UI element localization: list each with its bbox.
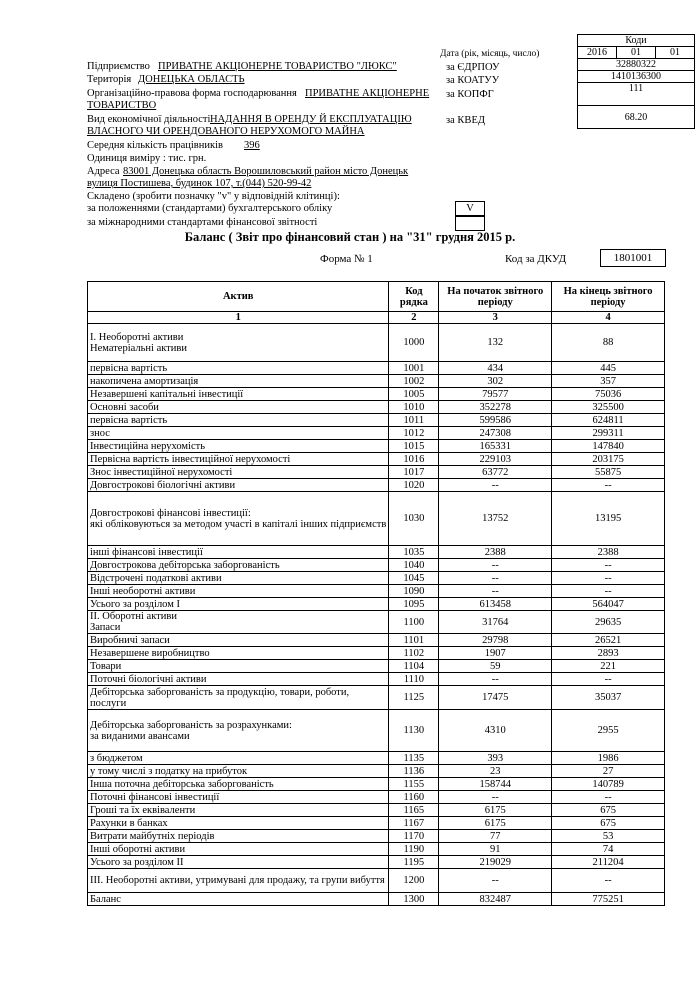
row-label: інші фінансові інвестиції (88, 546, 389, 559)
row-code: 1130 (389, 710, 439, 752)
row-label: Рахунки в банках (88, 817, 389, 830)
row-start-value: -- (439, 572, 552, 585)
row-start-value: 247308 (439, 427, 552, 440)
legal-form-value-2: ТОВАРИСТВО (87, 100, 157, 111)
row-label: у тому числі з податку на прибуток (88, 765, 389, 778)
row-code: 1015 (389, 440, 439, 453)
row-start-value: 17475 (439, 686, 552, 710)
standards-international-checkbox[interactable] (455, 215, 485, 231)
row-end-value: 325500 (552, 401, 665, 414)
codes-box (548, 34, 695, 129)
row-code: 1035 (389, 546, 439, 559)
row-code: 1030 (389, 492, 439, 546)
row-start-value: 79577 (439, 388, 552, 401)
row-end-value: 675 (552, 804, 665, 817)
row-start-value: 393 (439, 752, 552, 765)
date-label: Дата (рік, місяць, число) (440, 49, 540, 59)
row-label: Інша поточна дебіторська заборгованість (88, 778, 389, 791)
row-end-value: 357 (552, 375, 665, 388)
row-start-value: 158744 (439, 778, 552, 791)
territory-value: ДОНЕЦЬКА ОБЛАСТЬ (138, 74, 245, 85)
row-start-value: 91 (439, 843, 552, 856)
row-end-value: 55875 (552, 466, 665, 479)
table-row (88, 427, 665, 440)
row-code: 1136 (389, 765, 439, 778)
row-end-value: -- (552, 559, 665, 572)
row-label: Дебіторська заборгованість за продукцію, товари, роботи, послуги (88, 686, 389, 710)
row-label: Товари (88, 660, 389, 673)
row-code: 1090 (389, 585, 439, 598)
table-row (88, 453, 665, 466)
col-header-code: Код рядка (389, 282, 439, 312)
date-month: 01 (617, 47, 656, 59)
row-code: 1125 (389, 686, 439, 710)
table-row (88, 440, 665, 453)
row-start-value: -- (439, 791, 552, 804)
row-end-value: 74 (552, 843, 665, 856)
koatuu-label: за КОАТУУ (446, 75, 500, 86)
kved-label: за КВЕД (446, 115, 486, 126)
row-start-value: -- (439, 869, 552, 893)
row-start-value: 31764 (439, 611, 552, 634)
row-end-value: 2893 (552, 647, 665, 660)
row-label: Довгострокова дебіторська заборгованість (88, 559, 389, 572)
page-title: Баланс ( Звіт про фінансовий стан ) на "31" грудня 2015 р. (184, 230, 516, 244)
row-end-value: 203175 (552, 453, 665, 466)
table-row (88, 466, 665, 479)
row-end-value: 88 (552, 324, 665, 362)
row-code: 1095 (389, 598, 439, 611)
row-start-value: 77 (439, 830, 552, 843)
row-end-value: 221 (552, 660, 665, 673)
row-start-value: 6175 (439, 817, 552, 830)
row-start-value: 165331 (439, 440, 552, 453)
row-start-value: 23 (439, 765, 552, 778)
row-end-value: 564047 (552, 598, 665, 611)
address-value-2: вулиця Постишева, будинок 107, т.(044) 520-99-42 (87, 178, 312, 189)
row-start-value: 229103 (439, 453, 552, 466)
row-end-value: 26521 (552, 634, 665, 647)
table-row (88, 804, 665, 817)
row-label: Гроші та їх еквіваленти (88, 804, 389, 817)
table-row (88, 414, 665, 427)
table-row (88, 673, 665, 686)
row-start-value: 2388 (439, 546, 552, 559)
row-end-value: 1986 (552, 752, 665, 765)
row-label: Баланс (88, 893, 389, 906)
row-label: Усього за розділом I (88, 598, 389, 611)
row-code: 1135 (389, 752, 439, 765)
compiled-label: Складено (зробити позначку "v" у відповідній клітинці): (87, 191, 340, 202)
row-code: 1010 (389, 401, 439, 414)
row-end-value: 675 (552, 817, 665, 830)
table-row (88, 598, 665, 611)
col-number-4: 4 (552, 312, 665, 324)
row-code: 1167 (389, 817, 439, 830)
table-row (88, 710, 665, 752)
row-end-value: -- (552, 869, 665, 893)
table-row (88, 686, 665, 710)
address-value: 83001 Донецька область Ворошиловський район місто Донецьк (123, 166, 409, 177)
row-label: Первісна вартість інвестиційної нерухомості (88, 453, 389, 466)
row-end-value: 35037 (552, 686, 665, 710)
row-code: 1000 (389, 324, 439, 362)
edrpou-label: за ЄДРПОУ (446, 62, 500, 73)
table-row (88, 634, 665, 647)
row-code: 1195 (389, 856, 439, 869)
table-row (88, 752, 665, 765)
employees-label: Середня кількість працівників (87, 140, 223, 151)
table-row (88, 611, 665, 634)
row-start-value: 4310 (439, 710, 552, 752)
row-start-value: 1907 (439, 647, 552, 660)
row-label: Поточні біологічні активи (88, 673, 389, 686)
row-start-value: -- (439, 585, 552, 598)
row-start-value: 434 (439, 362, 552, 375)
territory-label: Територія (87, 74, 132, 85)
col-number-1: 1 (88, 312, 389, 324)
row-label: Витрати майбутніх періодів (88, 830, 389, 843)
row-code: 1190 (389, 843, 439, 856)
koatuu-code: 1410136300 (578, 71, 695, 83)
row-end-value: -- (552, 585, 665, 598)
row-code: 1155 (389, 778, 439, 791)
row-label: з бюджетом (88, 752, 389, 765)
row-code: 1165 (389, 804, 439, 817)
table-row (88, 817, 665, 830)
row-start-value: 29798 (439, 634, 552, 647)
kopfg-code: 111 (578, 83, 695, 106)
row-start-value: 599586 (439, 414, 552, 427)
row-code: 1045 (389, 572, 439, 585)
legal-form-label: Організаційно-правова форма господарювання (87, 88, 297, 99)
row-start-value: -- (439, 479, 552, 492)
row-end-value: 147840 (552, 440, 665, 453)
row-end-value: 624811 (552, 414, 665, 427)
row-label: Основні засоби (88, 401, 389, 414)
table-row (88, 778, 665, 791)
legal-form-value: ПРИВАТНЕ АКЦІОНЕРНЕ (305, 88, 430, 99)
dkud-value: 1801001 (600, 249, 666, 267)
row-code: 1001 (389, 362, 439, 375)
table-row (88, 401, 665, 414)
row-label: знос (88, 427, 389, 440)
row-code: 1020 (389, 479, 439, 492)
row-label: Інші оборотні активи (88, 843, 389, 856)
row-code: 1016 (389, 453, 439, 466)
table-row (88, 869, 665, 893)
row-end-value: -- (552, 572, 665, 585)
row-start-value: 13752 (439, 492, 552, 546)
row-label: Знос інвестиційної нерухомості (88, 466, 389, 479)
row-code: 1005 (389, 388, 439, 401)
row-code: 1012 (389, 427, 439, 440)
dkud-label: Код за ДКУД (505, 253, 567, 265)
row-label: Виробничі запаси (88, 634, 389, 647)
col-number-2: 2 (389, 312, 439, 324)
unit-label: Одиниця виміру : тис. грн. (87, 153, 207, 164)
activity-value-2: ВЛАСНОГО ЧИ ОРЕНДОВАНОГО НЕРУХОМОГО МАЙНА (87, 126, 365, 137)
table-row (88, 572, 665, 585)
row-label: Дебіторська заборгованість за розрахунками: за виданими авансами (88, 710, 389, 752)
row-label: Поточні фінансові інвестиції (88, 791, 389, 804)
row-end-value: 140789 (552, 778, 665, 791)
table-row (88, 647, 665, 660)
table-row (88, 791, 665, 804)
employees-value: 396 (244, 140, 260, 151)
row-code: 1300 (389, 893, 439, 906)
row-end-value: 75036 (552, 388, 665, 401)
row-end-value: 27 (552, 765, 665, 778)
col-number-3: 3 (439, 312, 552, 324)
standards-national-checkbox[interactable]: V (455, 201, 485, 217)
row-start-value: 832487 (439, 893, 552, 906)
row-label: II. Оборотні активи Запаси (88, 611, 389, 634)
row-start-value: -- (439, 559, 552, 572)
table-row (88, 479, 665, 492)
enterprise-value: ПРИВАТНЕ АКЦІОНЕРНЕ ТОВАРИСТВО "ЛЮКС" (158, 61, 397, 72)
col-header-end: На кінець звітного періоду (552, 282, 665, 312)
enterprise-label: Підприємство (87, 61, 150, 72)
kopfg-label: за КОПФГ (446, 89, 494, 100)
row-code: 1101 (389, 634, 439, 647)
row-label: первісна вартість (88, 362, 389, 375)
row-code: 1110 (389, 673, 439, 686)
table-row (88, 893, 665, 906)
row-label: III. Необоротні активи, утримувані для продажу, та групи вибуття (88, 869, 389, 893)
table-row (88, 765, 665, 778)
row-code: 1102 (389, 647, 439, 660)
row-code: 1017 (389, 466, 439, 479)
col-header-start: На початок звітного періоду (439, 282, 552, 312)
row-code: 1160 (389, 791, 439, 804)
row-end-value: -- (552, 791, 665, 804)
activity-label: Вид економічної діяльності (87, 114, 211, 125)
edrpou-code: 32880322 (578, 59, 695, 71)
row-start-value: 219029 (439, 856, 552, 869)
form-label: Форма № 1 (320, 253, 373, 265)
row-start-value: 352278 (439, 401, 552, 414)
row-label: Інвестиційна нерухомість (88, 440, 389, 453)
standards-international-label: за міжнародними стандартами фінансової звітності (87, 217, 318, 228)
col-header-asset: Актив (88, 282, 389, 312)
row-start-value: 613458 (439, 598, 552, 611)
row-end-value: 299311 (552, 427, 665, 440)
table-row (88, 375, 665, 388)
table-row (88, 585, 665, 598)
address-label: Адреса (87, 166, 120, 177)
row-label: Інші необоротні активи (88, 585, 389, 598)
row-label: накопичена амортизація (88, 375, 389, 388)
row-start-value: 6175 (439, 804, 552, 817)
table-row (88, 830, 665, 843)
row-end-value: 53 (552, 830, 665, 843)
table-row (88, 362, 665, 375)
row-end-value: 445 (552, 362, 665, 375)
row-end-value: 211204 (552, 856, 665, 869)
row-code: 1200 (389, 869, 439, 893)
kved-code: 68.20 (578, 106, 695, 129)
codes-header: Коди (578, 35, 695, 47)
row-label: Незавершені капітальні інвестиції (88, 388, 389, 401)
table-row (88, 324, 665, 362)
row-end-value: -- (552, 479, 665, 492)
row-start-value: 302 (439, 375, 552, 388)
row-end-value: 29635 (552, 611, 665, 634)
row-code: 1002 (389, 375, 439, 388)
row-label: первісна вартість (88, 414, 389, 427)
table-row (88, 388, 665, 401)
row-end-value: 2955 (552, 710, 665, 752)
row-end-value: 2388 (552, 546, 665, 559)
table-row (88, 559, 665, 572)
row-label: I. Необоротні активи Нематеріальні активи (88, 324, 389, 362)
row-code: 1100 (389, 611, 439, 634)
table-row (88, 856, 665, 869)
table-row (88, 492, 665, 546)
balance-table (87, 281, 665, 906)
row-code: 1040 (389, 559, 439, 572)
row-label: Усього за розділом II (88, 856, 389, 869)
table-row (88, 660, 665, 673)
balance-table-body (88, 324, 665, 906)
row-label: Довгострокові фінансові інвестиції: які обліковуються за методом участі в капіталі інших підприємств (88, 492, 389, 546)
row-code: 1011 (389, 414, 439, 427)
row-code: 1170 (389, 830, 439, 843)
row-code: 1104 (389, 660, 439, 673)
date-year: 2016 (578, 47, 617, 59)
table-row (88, 843, 665, 856)
row-label: Довгострокові біологічні активи (88, 479, 389, 492)
table-row (88, 546, 665, 559)
row-start-value: 59 (439, 660, 552, 673)
activity-value: НАДАННЯ В ОРЕНДУ Й ЕКСПЛУАТАЦІЮ (210, 114, 412, 125)
standards-national-label: за положеннями (стандартами) бухгалтерського обліку (87, 203, 333, 214)
row-end-value: 775251 (552, 893, 665, 906)
row-label: Незавершене виробництво (88, 647, 389, 660)
date-day: 01 (656, 47, 695, 59)
row-label: Відстрочені податкові активи (88, 572, 389, 585)
row-end-value: 13195 (552, 492, 665, 546)
row-start-value: 132 (439, 324, 552, 362)
row-start-value: -- (439, 673, 552, 686)
row-end-value: -- (552, 673, 665, 686)
row-start-value: 63772 (439, 466, 552, 479)
